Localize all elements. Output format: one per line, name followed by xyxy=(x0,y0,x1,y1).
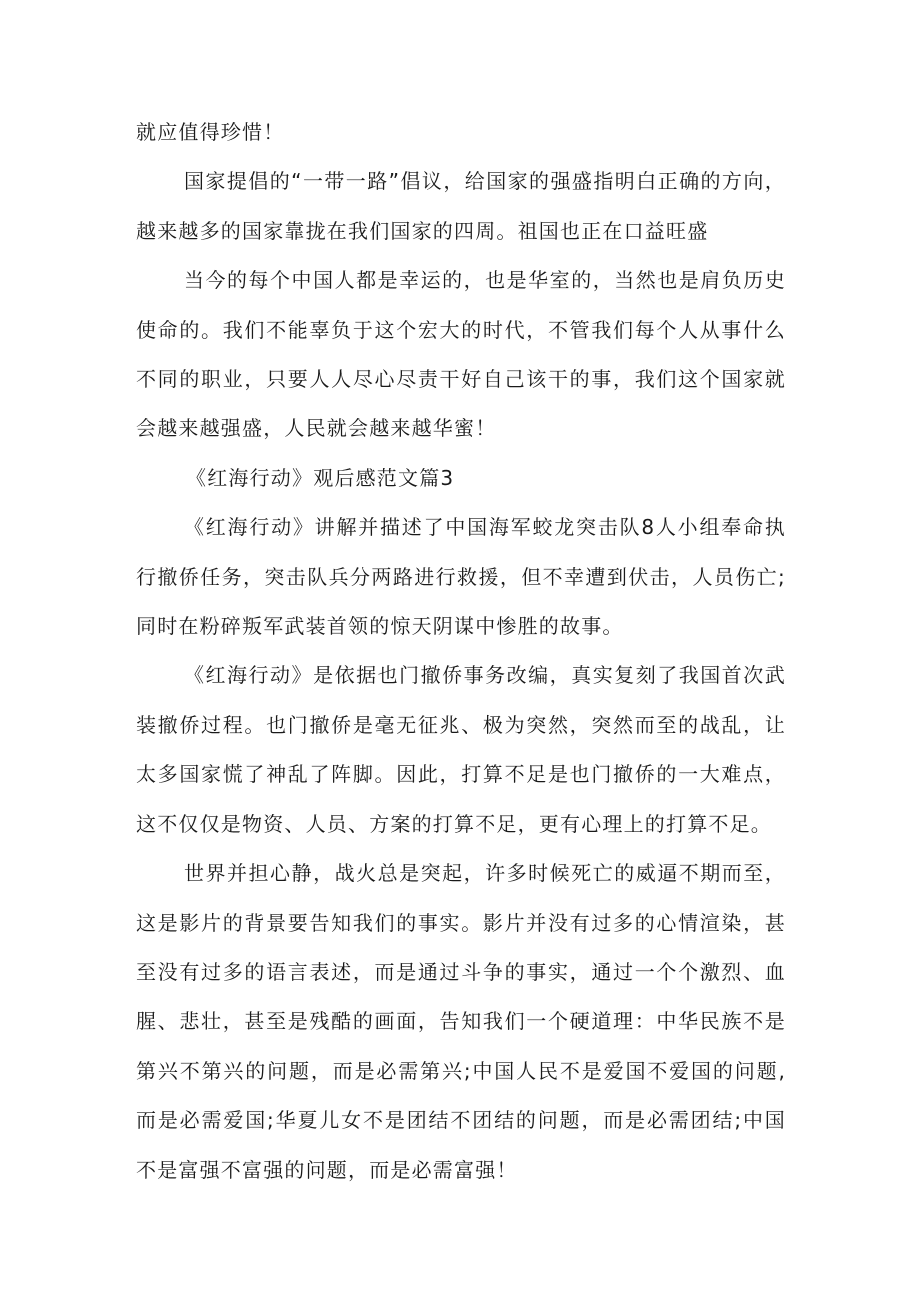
paragraph-historic-mission: 当今的每个中国人都是幸运的，也是华室的，当然也是肩负历史使命的。我们不能辜负于这个宏大的时代，不管我们每个人从事什么不同的职业，只要人人尽心尽责干好自己该干的事，我们这个国家就会越来越强盛，人民就会越来越华蜜！ xyxy=(136,268,786,441)
paragraph-film-plot: 《红海行动》讲解并描述了中国海军蛟龙突击队8人小组奉命执行撤侨任务，突击队兵分两路进行救援，但不幸遭到伏击，人员伤亡;同时在粉碎叛军武装首领的惊天阴谋中惨胜的故事。 xyxy=(136,515,786,639)
section-heading: 《红海行动》观后感范文篇3 xyxy=(186,465,455,490)
paragraph-belt-and-road: 国家提倡的“一带一路”倡议，给国家的强盛指明白正确的方向，越来越多的国家靠拢在我们国家的四周。祖国也正在口益旺盛 xyxy=(136,169,786,243)
paragraph-film-message: 世界并担心静，战火总是突起，许多时候死亡的威逼不期而至，这是影片的背景要告知我们的事实。影片并没有过多的心情渲染，甚至没有过多的语言表述，而是通过斗争的事实，通过一个个激烈、血腥、悲壮，甚至是残酷的画面，告知我们一个硬道理：中华民族不是第兴不第兴的问题，而是必需第兴;中国人民不是爱国不爱国的问题,而是必需爱国;华夏儿女不是团结不团结的问题，而是必需团结;中国不是富强不富强的问题，而是必需富强！ xyxy=(136,861,786,1182)
paragraph-yemen-evacuation: 《红海行动》是依据也门撤侨事务改编，真实复刻了我国首次武装撤侨过程。也门撤侨是毫无征兆、极为突然，突然而至的战乱，让太多国家慌了神乱了阵脚。因此，打算不足是也门撤侨的一大难点，这不仅仅是物资、人员、方案的打算不足，更有心理上的打算不足。 xyxy=(136,663,786,836)
paragraph-continuation: 就应值得珍惜！ xyxy=(136,120,285,144)
document-body xyxy=(136,108,786,1195)
